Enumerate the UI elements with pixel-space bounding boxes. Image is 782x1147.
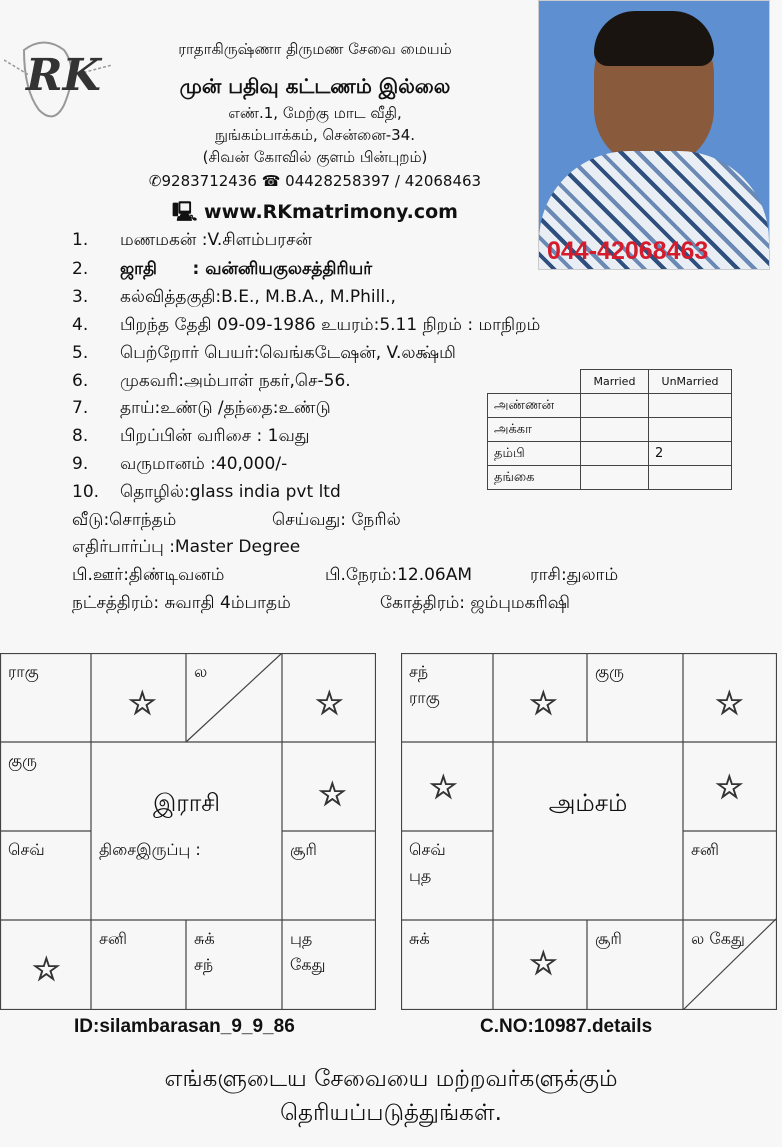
star-icon: ☆ [715, 684, 744, 722]
siblings-header-row [488, 370, 732, 394]
sibling-unmarried: 2 [649, 442, 732, 466]
rasi-chart [0, 653, 376, 1010]
sibling-unmarried [649, 394, 732, 418]
bio-text: தாய்:உண்டு /தந்தை:உண்டு [120, 398, 331, 418]
birth-time: பி.நேரம்:12.06AM [325, 565, 473, 585]
logo-text: RK [26, 50, 101, 101]
telephone-icon: ☎ [261, 172, 281, 190]
amsam-cell: சனி [691, 840, 719, 859]
profile-photo [538, 0, 770, 270]
logo [4, 30, 114, 130]
card-number: C.NO:10987.details [480, 1016, 653, 1037]
bio-number: 10. [72, 482, 100, 502]
amsam-cell: ல கேது [691, 929, 745, 948]
rasi-cell: புத கேது [290, 929, 326, 974]
sibling-married [581, 394, 649, 418]
gotra: கோத்திரம்: ஜம்புமகரிஷி [380, 593, 570, 613]
bio-number: 6. [72, 371, 89, 391]
phone-line [110, 172, 520, 190]
rasi-cell: ல [194, 662, 208, 681]
footer-message-1: எங்களுடைய சேவையை மற்றவர்களுக்கும் [164, 1066, 618, 1092]
bio-text: ஜாதி : வன்னியகுலசத்திரியர் [120, 259, 373, 279]
birth-place: பி.ஊர்:திண்டிவனம் [72, 565, 225, 585]
bio-text: தொழில்:glass india pvt ltd [120, 482, 341, 502]
bio-number: 1. [72, 230, 89, 250]
sibling-label: தம்பி [488, 442, 581, 466]
siblings-table [487, 369, 732, 490]
org-name: ராதாகிருஷ்ணா திருமண சேவை மையம் [178, 40, 452, 58]
sibling-label: அண்ணன் [488, 394, 581, 418]
bio-number: 9. [72, 454, 89, 474]
unmarried-header: UnMarried [649, 370, 732, 394]
sibling-label: அக்கா [488, 418, 581, 442]
address-line-2: நுங்கம்பாக்கம், சென்னை-34. [214, 126, 416, 144]
bio-text: பிறந்த தேதி 09-09-1986 உயரம்:5.11 நிறம் : மாநிறம் [120, 315, 541, 335]
rasi-cell: ராகு [8, 662, 39, 681]
amsam-cell: சுக் [409, 929, 430, 948]
bio-text: பெற்றோர் பெயர்:வெங்கடேஷன், V.லக்ஷ்மி [120, 343, 456, 363]
bio-text: பிறப்பின் வரிசை : 1வது [120, 426, 310, 446]
rasi-cell: சனி [99, 929, 127, 948]
rasi-cell: செவ் [8, 840, 45, 859]
bio-number: 3. [72, 287, 89, 307]
photo-phone: 044-42068463 [547, 237, 709, 265]
star-icon: ☆ [529, 944, 558, 982]
star-icon: ☆ [318, 775, 347, 813]
dasa-label: திசைஇருப்பு : [99, 840, 201, 859]
house-status: வீடு:சொந்தம் [72, 510, 177, 530]
tagline: முன் பதிவு கட்டணம் இல்லை [179, 74, 451, 98]
star-icon: ☆ [315, 684, 344, 722]
bio-number: 2. [72, 259, 89, 279]
mobile-icon: ✆ [148, 172, 162, 190]
rasi-cell: சுக் சந் [194, 929, 215, 974]
footer-message-2: தெரியப்படுத்துங்கள். [280, 1100, 502, 1126]
amsam-title: அம்சம் [548, 789, 628, 817]
computer-icon: 🖳 [172, 201, 198, 223]
sibling-married [581, 418, 649, 442]
sibling-married [581, 466, 649, 490]
mobile-number: 9283712436 [161, 172, 257, 190]
bio-text: முகவரி:அம்பாள் நகர்,செ-56. [120, 371, 351, 391]
sibling-row [488, 466, 732, 490]
amsam-chart [401, 653, 777, 1010]
birth-star: நட்சத்திரம்: சுவாதி 4ம்பாதம் [72, 593, 291, 613]
expectation: எதிர்பார்ப்பு :Master Degree [72, 537, 301, 557]
star-icon: ☆ [529, 684, 558, 722]
address-line-3: (சிவன் கோவில் குளம் பின்புறம்) [202, 148, 428, 166]
sibling-unmarried [649, 466, 732, 490]
star-icon: ☆ [429, 768, 458, 806]
sibling-label: தங்கை [488, 466, 581, 490]
bio-number: 7. [72, 398, 89, 418]
bio-text: மணமகன் :V.சிளம்பரசன் [120, 230, 312, 250]
bio-number: 5. [72, 343, 89, 363]
profile-id: ID:silambarasan_9_9_86 [74, 1016, 295, 1037]
rasi-cell: சூரி [290, 840, 317, 859]
rasi-cell: குரு [8, 751, 37, 770]
sibling-row [488, 418, 732, 442]
website-line [110, 198, 520, 230]
star-icon: ☆ [128, 684, 157, 722]
amsam-cell: செவ் புத [409, 840, 446, 885]
bio-number: 8. [72, 426, 89, 446]
rasi-title: இராசி [152, 789, 221, 817]
star-icon: ☆ [32, 950, 61, 988]
married-header: Married [581, 370, 649, 394]
bio-number: 4. [72, 315, 89, 335]
landline-number: 04428258397 / 42068463 [285, 172, 482, 190]
amsam-cell: சந் ராகு [409, 662, 440, 707]
website-url[interactable]: www.RKmatrimony.com [204, 201, 458, 223]
rasi: ராசி:துலாம் [530, 565, 619, 585]
bio-text: கல்வித்தகுதி:B.E., M.B.A., M.Phill., [120, 287, 396, 307]
bio-text: வருமானம் :40,000/- [120, 454, 288, 474]
sibling-row [488, 442, 732, 466]
star-icon: ☆ [715, 768, 744, 806]
sibling-married [581, 442, 649, 466]
work-mode: செய்வது: நேரில் [272, 510, 401, 530]
amsam-cell: சூரி [595, 929, 622, 948]
sibling-unmarried [649, 418, 732, 442]
amsam-cell: குரு [595, 662, 624, 681]
address-line-1: எண்.1, மேற்கு மாட வீதி, [228, 104, 402, 122]
sibling-row [488, 394, 732, 418]
